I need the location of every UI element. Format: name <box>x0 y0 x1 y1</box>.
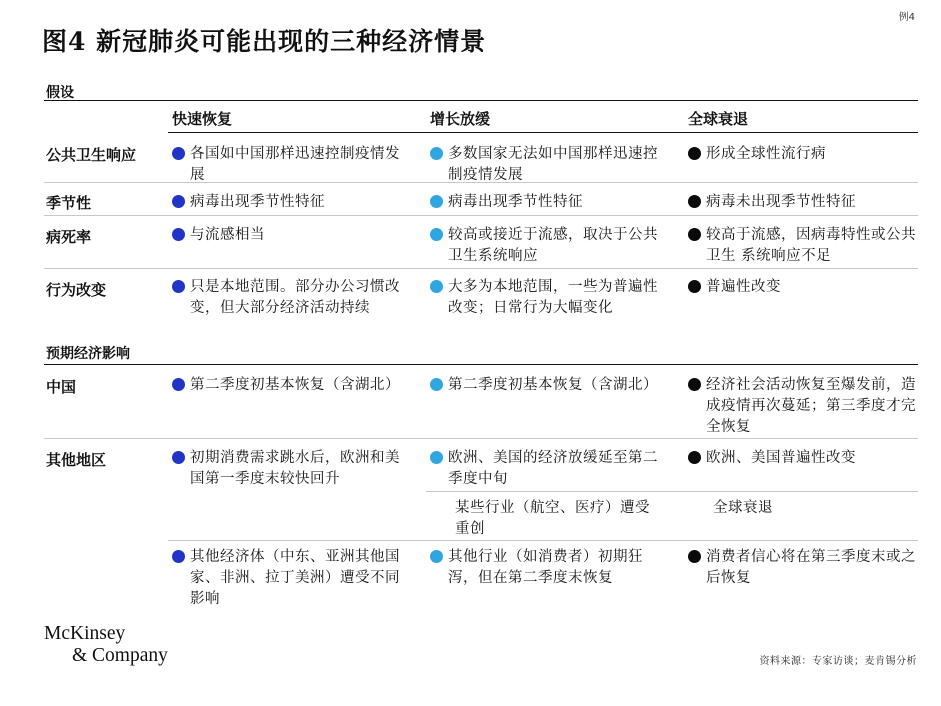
logo-line2: & Company <box>72 645 168 666</box>
scenario-cell <box>172 192 404 213</box>
cell-text: 普遍性改变 <box>706 279 781 295</box>
bullet-dot-icon <box>688 195 701 208</box>
row-divider <box>44 438 918 439</box>
bullet-dot-icon <box>172 550 185 563</box>
bullet-dot-icon <box>172 378 185 391</box>
cell-text: 较高于流感，因病毒特性或公共卫生 系统响应不足 <box>706 227 916 264</box>
bullet-dot-icon <box>430 378 443 391</box>
bullet-dot-icon <box>172 195 185 208</box>
scenario-cell <box>172 225 404 246</box>
source-note: 资料来源：专家访谈；麦肯锡分析 <box>759 656 917 667</box>
row-label-behavior-change: 行为改变 <box>46 281 107 299</box>
cell-text: 全球衰退 <box>713 500 773 516</box>
row-label-china: 中国 <box>46 378 77 396</box>
bullet-dot-icon <box>688 378 701 391</box>
bullet-dot-icon <box>172 451 185 464</box>
bullet-dot-icon <box>430 550 443 563</box>
scenario-cell <box>430 225 660 267</box>
scenario-cell <box>172 144 404 186</box>
section-divider <box>44 364 918 365</box>
bullet-dot-icon <box>430 228 443 241</box>
cell-text: 第二季度初基本恢复（含湖北） <box>190 377 400 393</box>
mckinsey-logo <box>44 623 168 667</box>
scenario-cell <box>430 144 660 186</box>
scenario-cell <box>172 375 404 396</box>
cell-text: 与流感相当 <box>190 227 265 243</box>
scenario-cell <box>688 498 920 519</box>
section-assumptions-label: 假设 <box>46 85 74 101</box>
cell-text: 形成全球性流行病 <box>706 146 826 162</box>
bullet-dot-icon <box>172 280 185 293</box>
scenario-cell <box>430 375 660 396</box>
cell-text: 欧洲、美国的经济放缓延至第二季度中旬 <box>448 450 658 487</box>
scenario-cell <box>430 277 660 319</box>
scenario-cell <box>688 448 920 469</box>
cell-text: 某些行业（航空、医疗）遭受重创 <box>455 500 650 537</box>
bullet-dot-icon <box>688 451 701 464</box>
bullet-dot-icon <box>688 228 701 241</box>
cell-text: 初期消费需求跳水后，欧洲和美国第一季度末较快回升 <box>190 450 400 487</box>
section-divider <box>44 100 918 101</box>
scenario-cell <box>172 277 404 319</box>
page-title: 图4 新冠肺炎可能出现的三种经济情景 <box>42 27 487 56</box>
bullet-dot-icon <box>430 147 443 160</box>
row-label-fatality-rate: 病死率 <box>46 228 92 246</box>
row-divider <box>168 540 918 541</box>
cell-text: 病毒未出现季节性特征 <box>706 194 856 210</box>
bullet-dot-icon <box>688 147 701 160</box>
scenario-cell <box>688 277 920 298</box>
cell-text: 其他行业（如消费者）初期狂泻，但在第二季度末恢复 <box>448 549 643 586</box>
scenario-cell <box>430 547 660 589</box>
cell-text: 只是本地范围。部分办公习惯改变，但大部分经济活动持续 <box>190 279 400 316</box>
cell-text: 各国如中国那样迅速控制疫情发展 <box>190 146 400 183</box>
cell-text: 病毒出现季节性特征 <box>190 194 325 210</box>
section-impact-label: 预期经济影响 <box>46 346 130 362</box>
bullet-dot-icon <box>430 451 443 464</box>
cell-text: 其他经济体（中东、亚洲其他国家、非洲、拉丁美洲）遭受不同影响 <box>190 549 400 607</box>
cell-text: 消费者信心将在第三季度末或之后恢复 <box>706 549 916 586</box>
row-divider <box>44 268 918 269</box>
logo-line1: McKinsey <box>44 623 126 644</box>
bullet-dot-icon <box>430 195 443 208</box>
scenario-cell <box>172 448 404 490</box>
column-header-fast-recovery: 快速恢复 <box>172 110 233 128</box>
cell-text: 较高或接近于流感，取决于公共卫生系统响应 <box>448 227 658 264</box>
scenario-cell <box>688 144 920 165</box>
bullet-dot-icon <box>430 280 443 293</box>
bullet-dot-icon <box>172 147 185 160</box>
bullet-dot-icon <box>688 550 701 563</box>
scenario-cell <box>430 498 660 540</box>
scenario-cell <box>430 192 660 213</box>
row-label-other-regions: 其他地区 <box>46 451 107 469</box>
column-header-recession: 全球衰退 <box>688 110 749 128</box>
scenario-cell <box>688 375 920 438</box>
scenario-cell <box>688 192 920 213</box>
cell-text: 病毒出现季节性特征 <box>448 194 583 210</box>
scenario-cell <box>430 448 660 490</box>
bullet-dot-icon <box>172 228 185 241</box>
row-label-public-health: 公共卫生响应 <box>46 146 137 164</box>
scenario-cell <box>688 547 920 589</box>
row-label-seasonality: 季节性 <box>46 194 92 212</box>
scenario-cell <box>172 547 404 610</box>
row-divider <box>44 215 918 216</box>
cell-text: 第二季度初基本恢复（含湖北） <box>448 377 658 393</box>
column-header-slowdown: 增长放缓 <box>430 110 491 128</box>
cell-text: 欧洲、美国普遍性改变 <box>706 450 856 466</box>
cell-text: 大多为本地范围，一些为普遍性改变；日常行为大幅变化 <box>448 279 658 316</box>
bullet-dot-icon <box>688 280 701 293</box>
page-number: 例4 <box>898 12 915 23</box>
header-underline <box>168 132 918 133</box>
cell-text: 经济社会活动恢复至爆发前，造成疫情再次蔓延；第三季度才完全恢复 <box>706 377 916 435</box>
cell-text: 多数国家无法如中国那样迅速控制疫情发展 <box>448 146 658 183</box>
scenario-cell <box>688 225 920 267</box>
row-divider <box>426 491 918 492</box>
